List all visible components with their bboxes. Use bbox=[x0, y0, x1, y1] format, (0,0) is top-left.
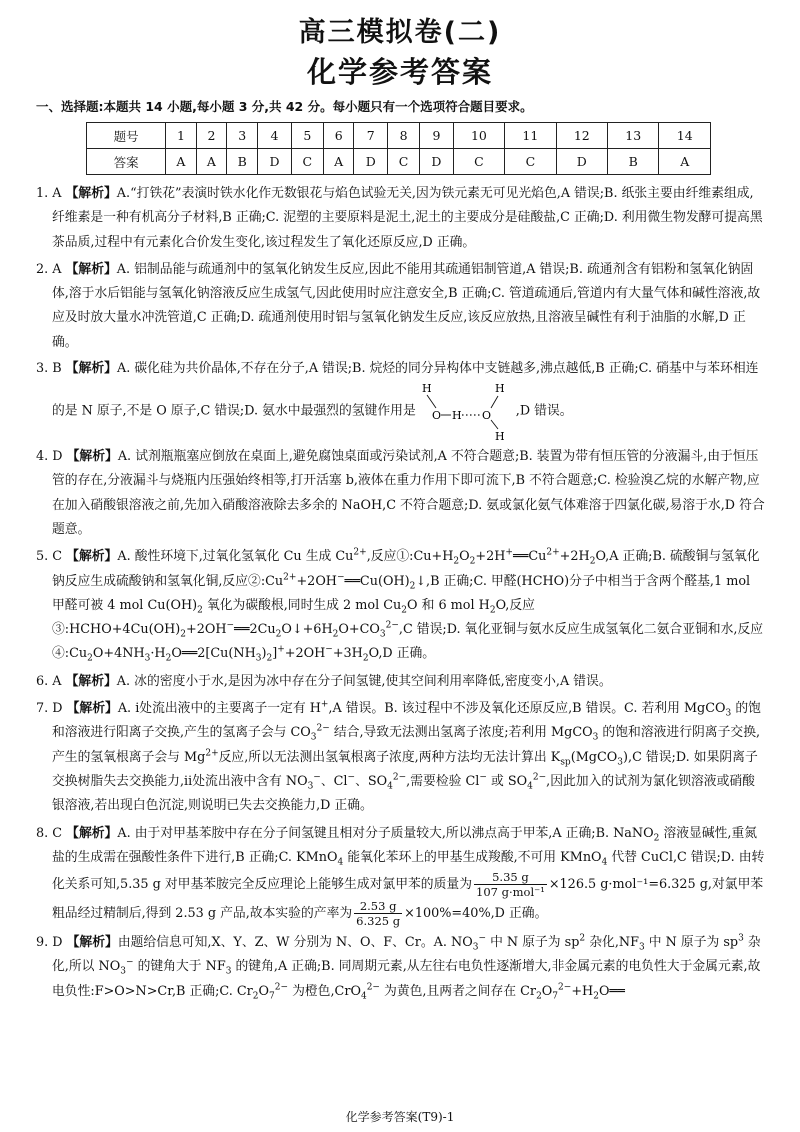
table-cell: D bbox=[420, 149, 454, 175]
fraction-yield: $\frac{2.53 g}{6.325 g}$ bbox=[356, 899, 401, 929]
atom-o: O bbox=[431, 409, 441, 423]
table-cell: 9 bbox=[420, 123, 454, 149]
table-cell: D bbox=[258, 149, 292, 175]
table-cell: B bbox=[608, 149, 659, 175]
table-cell: D bbox=[354, 149, 388, 175]
table-cell: A bbox=[659, 149, 711, 175]
table-cell: 10 bbox=[453, 123, 504, 149]
table-cell: 13 bbox=[608, 123, 659, 149]
analysis-tag: 【解析】 bbox=[66, 549, 118, 565]
table-cell: 2 bbox=[196, 123, 227, 149]
analysis-tag: 【解析】 bbox=[65, 361, 117, 377]
table-row-answers bbox=[87, 149, 711, 175]
table-cell: 8 bbox=[387, 123, 419, 149]
explanation-9: 9. D 【解析】由题给信息可知,X、Y、Z、W 分别为 N、O、F、Cr。A. $NO_3^-$ 中 N 原子为 $sp^2$ 杂化$,NF_3$ 中 N 原子为 $sp^3$ 杂化,所以 $NO_3^-$ 的键角大于 $NF_3$ 的键角,A 正确;B. 同周期元素,从左往右电负性逐渐增大,非金属元素的电负性大于金属元素,故电负性:F>O>N>Cr,B 正确;C. $Cr_2O_7^{2-}$ 为橙色,CrO$_4^{2-}$ 为黄色,且两者之间存在 $Cr_2O_7^{2-}+H_2O══$ bbox=[36, 933, 761, 1002]
explanations bbox=[36, 182, 766, 1004]
question-number: 5. C bbox=[36, 549, 63, 565]
question-number: 1. A bbox=[36, 186, 62, 201]
answer-table bbox=[86, 122, 711, 175]
atom-o: O bbox=[481, 409, 491, 423]
table-cell: 14 bbox=[659, 123, 711, 149]
analysis-tag: 【解析】 bbox=[65, 186, 117, 201]
analysis-tag: 【解析】 bbox=[65, 261, 117, 277]
analysis-tag: 【解析】 bbox=[66, 449, 118, 465]
table-cell: B bbox=[227, 149, 258, 175]
atom-h: H bbox=[451, 409, 462, 423]
table-cell: D bbox=[556, 149, 607, 175]
table-cell: 6 bbox=[323, 123, 354, 149]
table-cell: C bbox=[453, 149, 504, 175]
analysis-tag: 【解析】 bbox=[66, 825, 118, 841]
table-cell: 1 bbox=[166, 123, 197, 149]
page-subtitle: 化学参考答案 bbox=[306, 55, 493, 89]
question-number: 3. B bbox=[36, 361, 62, 377]
table-cell: 5 bbox=[291, 123, 323, 149]
question-number: 8. C bbox=[36, 825, 63, 841]
table-cell: A bbox=[166, 149, 197, 175]
explanation-5: 5. C 【解析】A. 酸性环境下,过氧化氢氧化 Cu 生成 $Cu^{2+}$,反应$①:Cu+H_2O_2+2H^+══Cu^{2+}+2H_2O,A$ 正确;B. 硫酸铜与氢氧化钠反应生成硫酸钠和氢氧化铜,反应$②:Cu^{2+}+2OH^-══Cu(OH)_2↓,B$ 正确;C. 甲醛(HCHO)分子中相当于含两个醛基,1 mol 甲醛可被 4 mol $Cu(OH)_2$ 氧化为碳酸根,同时生成 2 mol $Cu_2O$ 和 6 mol $H_2O$,反应$③:HCHO+4Cu(OH)_2+2OH^-══2Cu_2O↓+6H_2O+CO_3^{2-},C$ 错误;D. 氧化亚铜与氨水反应生成氢氧化二氨合亚铜和水,反应$④:Cu_2O+4NH_3\cdot H_2O══2[Cu(NH_3)_2]^++2OH^-+3H_2O,D$ 正确。 bbox=[36, 548, 764, 664]
analysis-tag: 【解析】 bbox=[66, 935, 118, 951]
atom-h: H bbox=[421, 382, 432, 396]
explanation-7: 7. D 【解析】A. ⅰ处流出液中的主要离子一定有 H+,A 错误。B. 该过程中不涉及氧化还原反应,B 错误。C. 若利用 MgCO$_3$ 的饱和溶液进行阳离子交换,产生的氢离子会与 $CO_3^{2-}$ 结合,导致无法测出氢离子浓度;若利用 MgCO$_3$ 的饱和溶液进行阴离子交换,产生的氢氧根离子会与 $Mg^{2+}$反应,所以无法测出氢氧根离子浓度,两种方法均无法计算出 $K_{sp}(MgCO_3),C$ 错误;D. 如果阴离子交换树脂失去交换能力,ⅱ处流出液中含有 $NO_3^-$、Cl−、$SO_4^{2-}$,需要检验 Cl− 或 $SO_4^{2-}$,因此加入的试剂为氯化钡溶液或硝酸银溶液,若出现白色沉淀,则说明已失去交换能力,D 正确。 bbox=[36, 699, 761, 814]
row-label: 题号 bbox=[87, 123, 166, 149]
hydrogen-bond-structure-diagram bbox=[418, 380, 514, 442]
table-cell: C bbox=[291, 149, 323, 175]
atom-h: H bbox=[494, 430, 505, 443]
explanation-6: 6. A 【解析】A. 冰的密度小于水,是因为冰中存在分子间氢键,使其空间利用率降低,密度变小,A 错误。 bbox=[36, 673, 612, 689]
explanation-4: 4. D 【解析】A. 试剂瓶瓶塞应倒放在桌面上,避免腐蚀桌面或污染试剂,A 不符合题意;B. 装置为带有恒压管的分液漏斗,由于恒压管的存在,分液漏斗与烧瓶内压强始终相等,打开活塞 b,液体在重力作用下即可流下,B 不符合题意;C. 检验溴乙烷的水解产物,应在加入硝酸银溶液之前,先加入硝酸溶液除去多余的 NaOH,C 不符合题意;D. 氨或氯化氨气体难溶于四氯化碳,易溶于水,D 符合题意。 bbox=[36, 449, 765, 537]
analysis-tag: 【解析】 bbox=[65, 673, 117, 689]
page-footer: 化学参考答案(T9)-1 bbox=[345, 1110, 455, 1124]
table-cell: C bbox=[505, 149, 556, 175]
row-label: 答案 bbox=[87, 149, 166, 175]
explanation-1: 1. A 【解析】A.“打铁花”表演时铁水化作无数银花与焰色试验无关,因为铁元素无可见光焰色,A 错误;B. 纸张主要由纤维素组成,纤维素是一种有机高分子材料,B 正确;C. 泥塑的主要原料是泥土,泥土的主要成分是硅酸盐,C 正确;D. 利用微生物发酵可提高黑茶品质,过程中有元素化合价发生变化,该过程发生了氧化还原反应,D 正确。 bbox=[36, 186, 763, 250]
atom-h: H bbox=[494, 382, 505, 396]
table-cell: 11 bbox=[505, 123, 556, 149]
question-number: 9. D bbox=[36, 935, 63, 951]
table-row-numbers bbox=[87, 123, 711, 149]
table-cell: 4 bbox=[258, 123, 292, 149]
explanation-8: 8. C 【解析】A. 由于对甲基苯胺中存在分子间氢键且相对分子质量较大,所以沸点高于甲苯,A 正确;B. NaNO$_2$ 溶液显碱性,重氮盐的生成需在强酸性条件下进行,B 正确;C. KMnO$_4$ 能氧化苯环上的甲基生成羧酸,不可用 KMnO$_4$ 代替 CuCl,C 错误;D. 由转化关系可知,5.35 g 对甲基苯胺完全反应理论上能够生成对氯甲苯的质量为 $\frac{5.35 g}{\text{107 g·mol⁻¹}}$ ×126.5 g·mol⁻¹=6.325 g,对氯甲苯粗品经过精制后,得到 2.53 g 产品,故本实验的产率为 $\frac{2.53 g}{6.325 g}$ ×100%=40%,D 正确。 bbox=[36, 825, 765, 929]
explanation-3: 3. B 【解析】A. 碳化硅为共价晶体,不存在分子,A 错误;B. 烷烃的同分异构体中支链越多,沸点越低,B 正确;C. 硝基中与苯环相连的是 N 原子,不是 O 原子,C 错误;D. 氨水中最强烈的氢键作用是 H O H O H H ,D 错误。 bbox=[36, 361, 759, 443]
table-cell: 3 bbox=[227, 123, 258, 149]
table-cell: C bbox=[387, 149, 419, 175]
question-number: 2. A bbox=[36, 261, 62, 277]
table-cell: A bbox=[196, 149, 227, 175]
analysis-tag: 【解析】 bbox=[66, 701, 118, 717]
question-number: 4. D bbox=[36, 449, 63, 465]
table-cell: 7 bbox=[354, 123, 388, 149]
question-number: 7. D bbox=[36, 701, 63, 717]
fraction-molar-mass: $\frac{5.35 g}{\text{107 g·mol⁻¹}}$ bbox=[476, 870, 545, 900]
table-cell: A bbox=[323, 149, 354, 175]
explanation-2: 2. A 【解析】A. 铝制品能与疏通剂中的氢氧化钠发生反应,因此不能用其疏通铝制管道,A 错误;B. 疏通剂含有铝粉和氢氧化钠固体,溶于水后铝能与氢氧化钠溶液反应生成氢气,因此使用时应注意安全,B 正确;C. 管道疏通后,管道内有大量气体和碱性溶液,故应及时放大量水冲洗管道,C 正确;D. 疏通剂使用时铝与氢氧化钠发生反应,该反应放热,且溶液呈碱性有利于油脂的水解,D 正确。 bbox=[36, 261, 761, 350]
page-title: 高三模拟卷(二) bbox=[298, 17, 502, 48]
table-cell: 12 bbox=[556, 123, 607, 149]
question-number: 6. A bbox=[36, 673, 62, 689]
section-heading: 一、选择题:本题共 14 小题,每小题 3 分,共 42 分。每小题只有一个选项符合题目要求。 bbox=[36, 99, 533, 114]
